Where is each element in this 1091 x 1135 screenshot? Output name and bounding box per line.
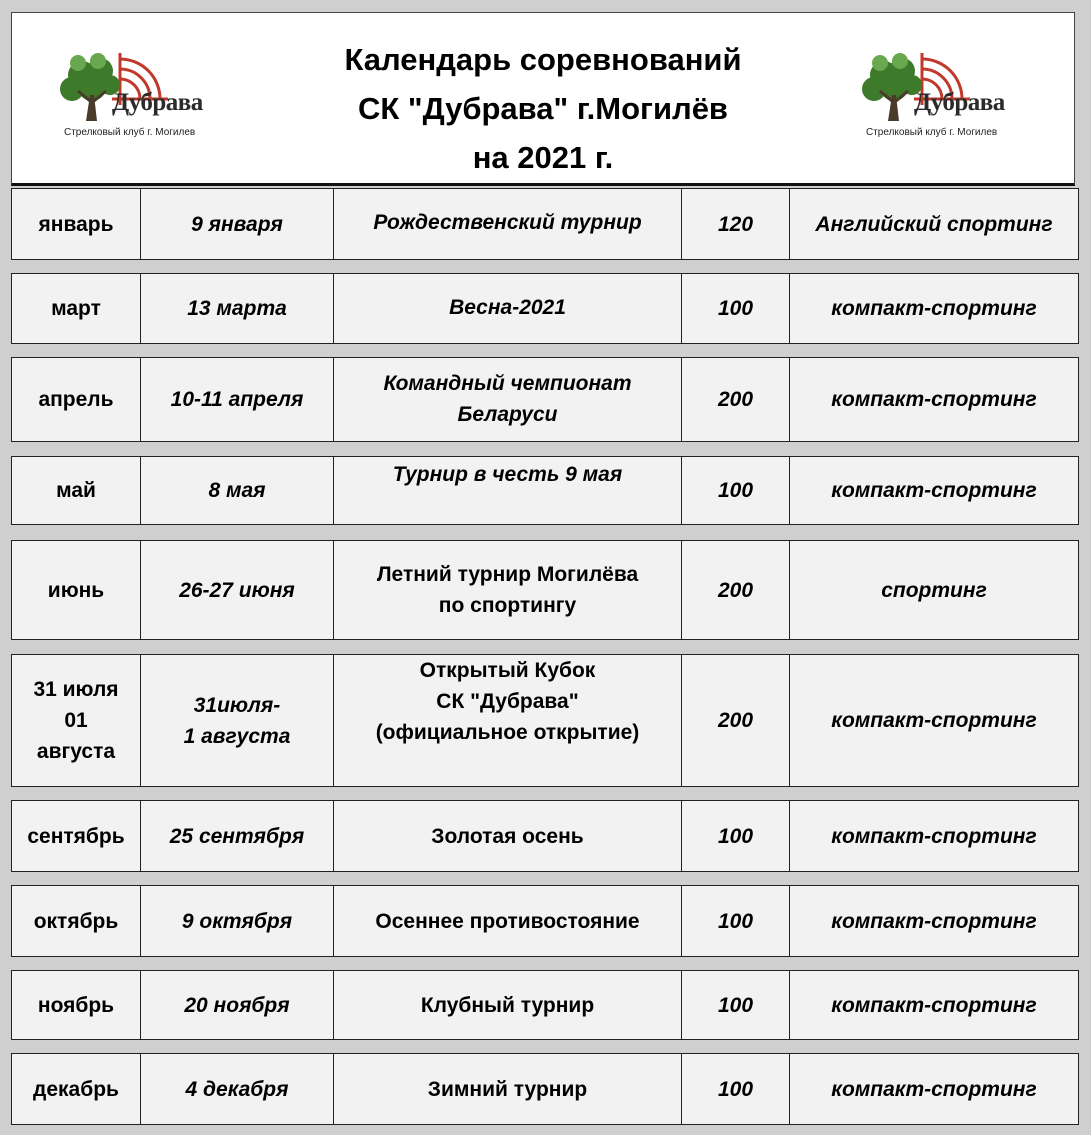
score-cell: 100 xyxy=(682,971,790,1039)
discipline-cell: Английский спортинг xyxy=(815,212,1053,236)
table-row xyxy=(11,654,1079,787)
club-logo-right xyxy=(852,49,1022,149)
date-cell: 8 мая xyxy=(141,457,334,524)
event-cell: Клубный турнир xyxy=(334,971,682,1039)
date-cell: 31июля- 1 августа xyxy=(141,655,334,786)
title-line-3: на 2021 г. xyxy=(472,140,614,175)
club-logo-left xyxy=(50,49,220,149)
score-cell: 200 xyxy=(682,655,790,786)
date-cell: 13 марта xyxy=(141,274,334,343)
table-row xyxy=(11,970,1079,1040)
calendar-header xyxy=(11,12,1075,186)
table-row xyxy=(11,456,1079,525)
date-cell: 25 сентября xyxy=(141,801,334,871)
discipline-cell: компакт-спортинг xyxy=(831,993,1037,1017)
event-cell: Открытый Кубок СК "Дубрава" (официальное открытие) xyxy=(334,655,682,786)
logo-subtitle: Стрелковый клуб г. Могилев xyxy=(866,127,998,138)
month-cell: апрель xyxy=(12,358,141,441)
event-cell: Командный чемпионат Беларуси xyxy=(334,358,682,441)
date-cell: 26-27 июня xyxy=(141,541,334,639)
discipline-cell: компакт-спортинг xyxy=(831,388,1037,411)
month-cell: январь xyxy=(12,189,141,259)
score-cell: 100 xyxy=(682,1054,790,1124)
table-row xyxy=(11,357,1079,442)
event-cell: Весна-2021 xyxy=(334,274,682,343)
event-cell: Осеннее противостояние xyxy=(334,886,682,956)
discipline-cell: компакт-спортинг xyxy=(831,709,1037,732)
date-cell: 9 октября xyxy=(141,886,334,956)
table-row xyxy=(11,273,1079,344)
event-cell: Летний турнир Могилёва по спортингу xyxy=(334,541,682,639)
discipline-cell: компакт-спортинг xyxy=(831,824,1037,848)
date-cell: 20 ноября xyxy=(141,971,334,1039)
month-cell: июнь xyxy=(12,541,141,639)
score-cell: 100 xyxy=(682,801,790,871)
discipline-cell: компакт-спортинг xyxy=(831,297,1037,320)
score-cell: 100 xyxy=(682,886,790,956)
discipline-cell: компакт-спортинг xyxy=(831,479,1037,502)
page-title xyxy=(212,35,874,182)
logo-subtitle: Стрелковый клуб г. Могилев xyxy=(64,127,196,138)
score-cell: 100 xyxy=(682,457,790,524)
table-row xyxy=(11,540,1079,640)
date-cell: 10-11 апреля xyxy=(141,358,334,441)
discipline-cell: спортинг xyxy=(881,578,987,602)
event-cell: Рождественский турнир xyxy=(334,189,682,259)
month-cell: декабрь xyxy=(12,1054,141,1124)
month-cell: ноябрь xyxy=(12,971,141,1039)
table-row xyxy=(11,885,1079,957)
score-cell: 100 xyxy=(682,274,790,343)
table-row xyxy=(11,188,1079,260)
event-cell: Зимний турнир xyxy=(334,1054,682,1124)
title-line-1: Календарь соревнований xyxy=(344,42,742,77)
event-cell: Золотая осень xyxy=(334,801,682,871)
logo-name: Дубрава xyxy=(914,89,1005,116)
month-cell: 31 июля 01 августа xyxy=(12,655,141,786)
month-cell: май xyxy=(12,457,141,524)
date-cell: 4 декабря xyxy=(141,1054,334,1124)
score-cell: 200 xyxy=(682,541,790,639)
logo-name: Дубрава xyxy=(112,89,203,116)
month-cell: октябрь xyxy=(12,886,141,956)
month-cell: март xyxy=(12,274,141,343)
month-cell: сентябрь xyxy=(12,801,141,871)
date-cell: 9 января xyxy=(141,189,334,259)
event-cell: Турнир в честь 9 мая xyxy=(334,457,682,524)
score-cell: 200 xyxy=(682,358,790,441)
table-row xyxy=(11,1053,1079,1125)
discipline-cell: компакт-спортинг xyxy=(831,1077,1037,1101)
title-line-2: СК "Дубрава" г.Могилёв xyxy=(358,91,728,126)
discipline-cell: компакт-спортинг xyxy=(831,909,1037,933)
score-cell: 120 xyxy=(682,189,790,259)
table-row xyxy=(11,800,1079,872)
